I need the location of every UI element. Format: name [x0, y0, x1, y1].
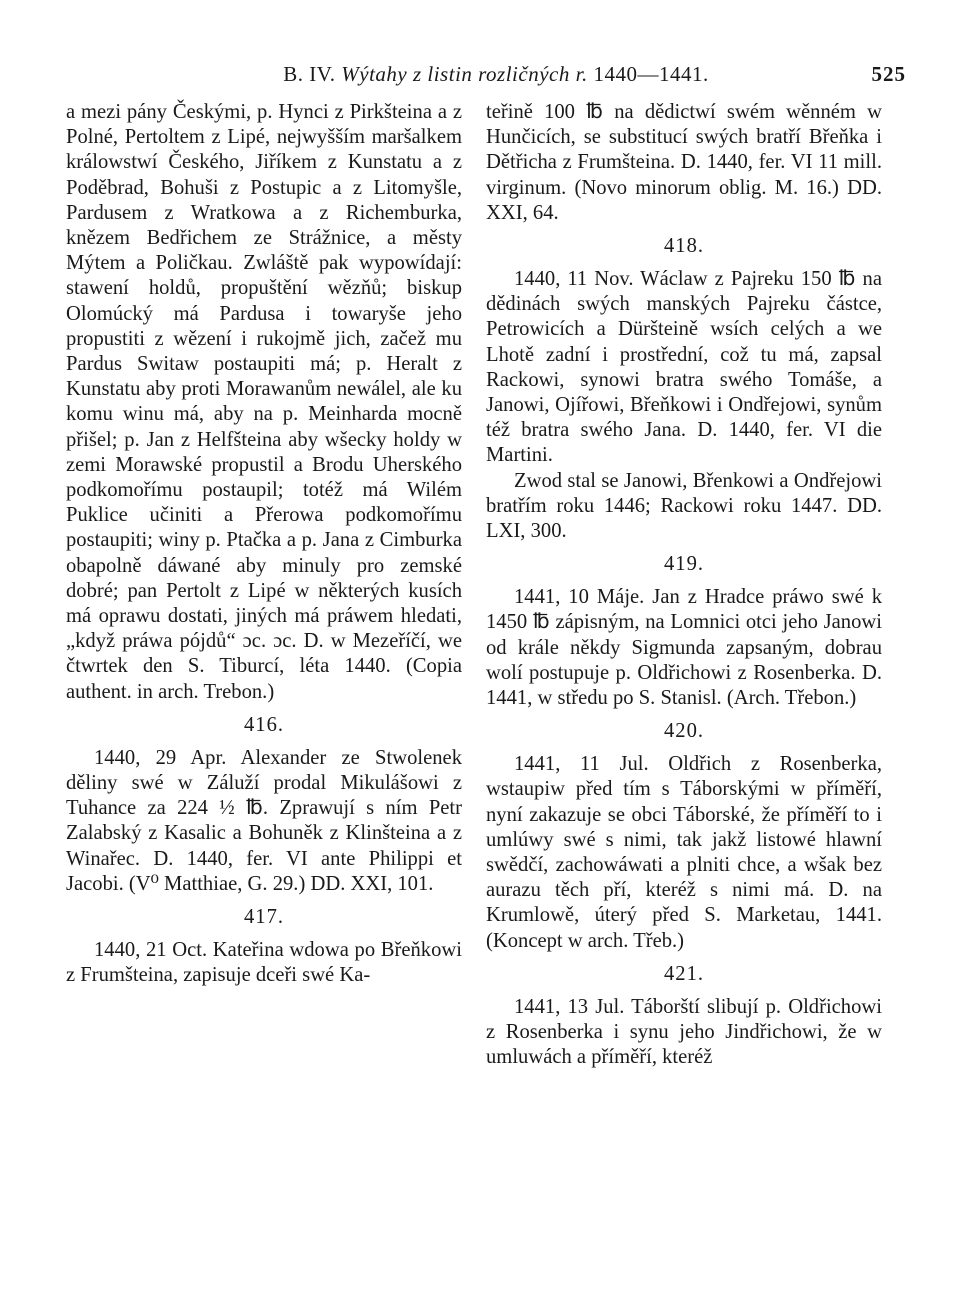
- left-column: [66, 100, 462, 989]
- entry-number-416: 416.: [243, 713, 285, 736]
- running-head: [256, 62, 736, 87]
- entry-421: 1441, 13 Jul. Táborští slibují p. Oldřichowi z Rosenberka i synu jeho Jindřichowi, že w umluwách a příměří, kteréž: [486, 995, 882, 1069]
- entry-418: 1440, 11 Nov. Wáclaw z Pajreku 150 ℔ na dědinách swých manských Pajreku částce, Petrowicích a Düršteině wsích celých a we Lhotě zadní i prostřední, což tu má, zapsal Rackowi, synowi bratra swého Tomáše, a Janowi, Ojířowi, Břeňkowi i Ondřejowi, synům též bratra swého Jana. D. 1440, fer. VI die Martini.: [486, 268, 882, 467]
- running-head-years: 1440—1441.: [593, 62, 709, 86]
- page-header: [66, 62, 906, 92]
- entry-416: 1440, 29 Apr. Alexander ze Stwolenek děliny swé w Záluží prodal Mikulášowi z Tuhance za 224 ½ ℔. Zprawují s ním Petr Zalabský z Kasalic a Bohuněk z Klinšteina a z Winařec. D. 1440, fer. VI ante Philippi et Jacobi. (V⁰ Matthiae, G. 29.) DD. XXI, 101.: [66, 746, 462, 895]
- running-head-title: Wýtahy z listin rozličných r.: [341, 62, 588, 86]
- entry-number-421: 421.: [663, 962, 705, 985]
- right-column: [486, 100, 882, 1071]
- entry-number-417: 417.: [243, 906, 285, 929]
- entry-419: 1441, 10 Máje. Jan z Hradce práwo swé k 1450 ℔ zápisným, na Lomnici otci jeho Janowi od krále někdy Sigmunda zapsaným, dobrau wolí postupuje p. Oldřichowi z Rosenberka. D. 1441, w středu po S. Stanisl. (Arch. Třebon.): [486, 586, 882, 710]
- page-number: 525: [871, 62, 906, 86]
- entry-417-continued: teřině 100 ℔ na dědictwí swém wěnném w Hunčicích, se substitucí swých bratří Břeňka i Dětřicha z Frumšteina. D. 1440, fer. VI 11 mill. virginum. (Novo minorum oblig. M. 16.) DD. XXI, 64.: [486, 101, 882, 224]
- entry-number-418: 418.: [663, 235, 705, 258]
- running-head-section: B. IV.: [283, 62, 336, 86]
- entry-number-419: 419.: [663, 553, 705, 576]
- entry-420: 1441, 11 Jul. Oldřich z Rosenberka, wstaupiw před tím s Táborskými w příměří, nyní zakazuje se obci Táborské, že příměří to i umlúwy swé s nimi, tak jakž listowé hlawní swědčí, zachowáwati a plniti chce, a wšak bez aurazu těch pří, kteréž s nimi má. D. na Krumlowě, úterý před S. Marketau, 1441. (Koncept w arch. Třeb.): [486, 753, 882, 952]
- paragraph-continued: a mezi pány Českými, p. Hynci z Pirkšteina a z Polné, Pertoltem z Lipé, nejwyšším maršalkem králowstwí Českého, Jiříkem z Kunstatu a z Poděbrad, Bohuši z Postupic a z Litomyšle, Pardusem z Wratkowa a z Richemburka, knězem Bedřichem ze Strážnice, a městy Mýtem a Poličkau. Zwláště pak wypowídají: stawení holdů, propuštění wězňů; biskup Olomúcký má Pardusa i towaryše jeho propustiti z wězení i rukojmě jich, začež mu Pardus Switaw postaupiti má; p. Heralt z Kunstatu aby proti Morawanům newálel, ale ku komu winu má, aby na p. Meinharda mocně přišel; p. Jan z Helfšteina aby wšecky holdy w zemi Morawské propustil a Brodu Uherského podkomořímu postaupil; totéž má Wilém Puklice učiniti a Přerowa podkomořímu postaupiti; winy p. Ptačka a p. Jana z Cimburka obapolně dáwané aby minuly pro zemské dobré; pan Pertolt z Lipé w některých kusích má oprawu dostati, jiných má práwem hledati, „když práwa pójdů“ ɔc. ɔc. D. w Mezeříčí, we čtwrtek den S. Tiburcí, léta 1440. (Copia authent. in arch. Trebon.): [66, 101, 462, 703]
- entry-418-note: Zwod stal se Janowi, Břenkowi a Ondřejowi bratřím roku 1446; Rackowi roku 1447. DD. LXI, 300.: [486, 469, 882, 543]
- entry-417: 1440, 21 Oct. Kateřina wdowa po Břeňkowi z Frumšteina, zapisuje dceři swé Ka-: [66, 939, 462, 987]
- entry-number-420: 420.: [663, 720, 705, 743]
